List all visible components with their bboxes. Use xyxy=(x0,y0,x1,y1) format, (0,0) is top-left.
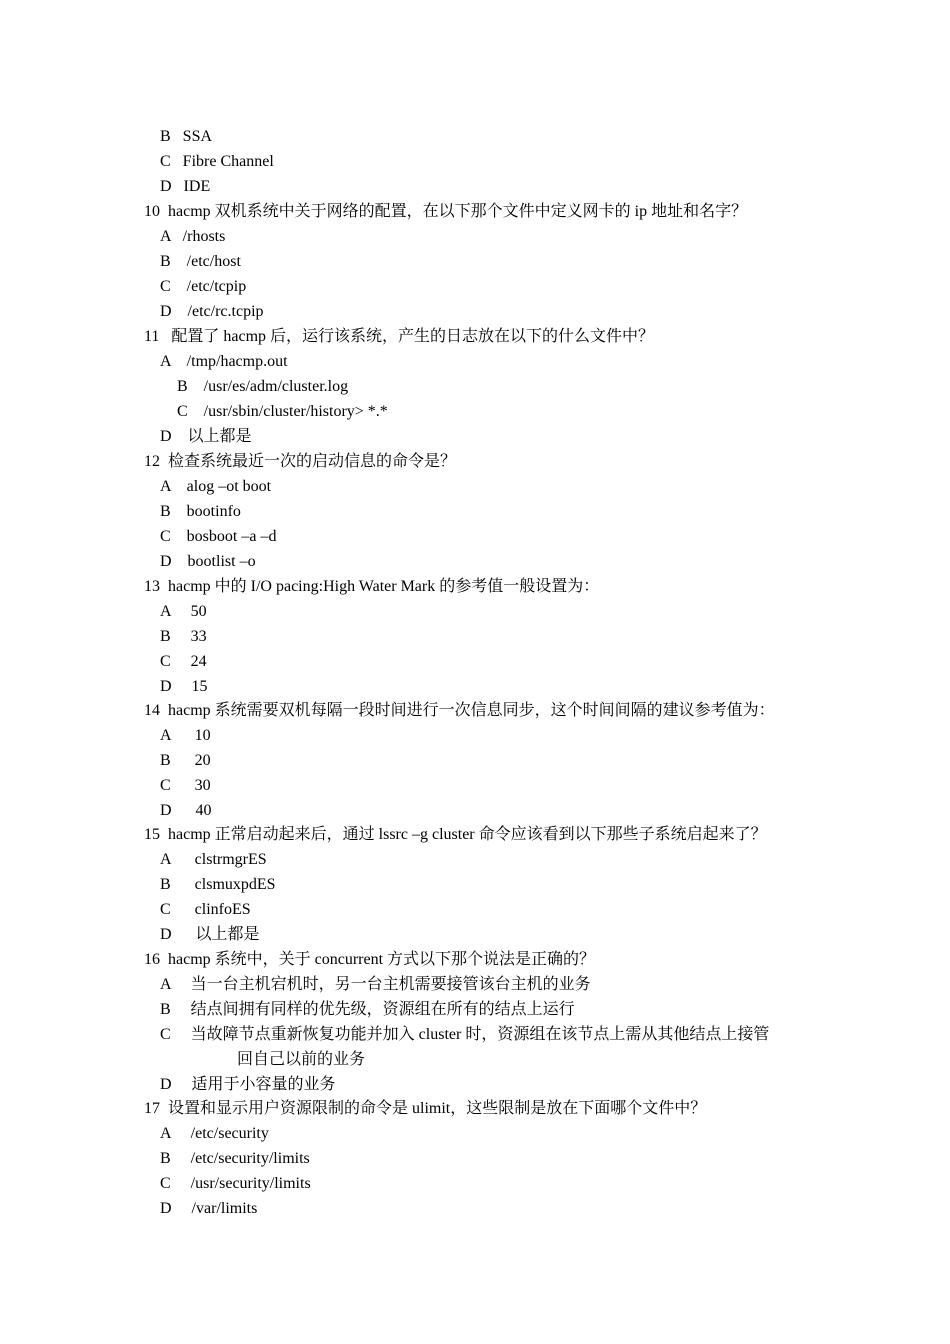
q17-option-b: B /etc/security/limits xyxy=(160,1150,310,1167)
q11-option-a: A /tmp/hacmp.out xyxy=(160,353,288,370)
q10-option-b: B /etc/host xyxy=(160,253,241,270)
q12-option-c: C bosboot –a –d xyxy=(160,528,277,545)
q13-option-c: C 24 xyxy=(160,653,207,670)
q10-option-a: A /rhosts xyxy=(160,228,226,245)
q15-option-a: A clstrmgrES xyxy=(160,851,267,868)
question-14: 14 hacmp 系统需要双机每隔一段时间进行一次信息同步，这个时间间隔的建议参考值为： xyxy=(144,702,775,719)
question-12: 12 检查系统最近一次的启动信息的命令是？ xyxy=(144,453,457,470)
q17-option-a: A /etc/security xyxy=(160,1125,269,1142)
q14-option-a: A 10 xyxy=(160,727,211,744)
q15-option-b: B clsmuxpdES xyxy=(160,876,276,893)
q11-option-d: D 以上都是 xyxy=(160,428,252,445)
q12-option-a: A alog –ot boot xyxy=(160,478,272,495)
question-16: 16 hacmp 系统中，关于 concurrent 方式以下那个说法是正确的？ xyxy=(144,951,596,968)
question-17: 17 设置和显示用户资源限制的命令是 ulimit，这些限制是放在下面哪个文件中？ xyxy=(144,1100,707,1117)
question-13: 13 hacmp 中的 I/O pacing:High Water Mark 的参考值一般设置为： xyxy=(144,578,600,595)
question-15: 15 hacmp 正常启动起来后，通过 lssrc –g cluster 命令应该看到以下那些子系统启起来了？ xyxy=(144,826,767,843)
q14-option-d: D 40 xyxy=(160,802,212,819)
q15-option-c: C clinfoES xyxy=(160,901,251,918)
question-11: 11 配置了 hacmp 后，运行该系统，产生的日志放在以下的什么文件中？ xyxy=(144,328,655,345)
q10-option-d: D /etc/rc.tcpip xyxy=(160,303,264,320)
q16-option-b: B 结点间拥有同样的优先级，资源组在所有的结点上运行 xyxy=(160,1001,575,1018)
q10-option-c: C /etc/tcpip xyxy=(160,278,247,295)
q16-option-a: A 当一台主机宕机时，另一台主机需要接管该台主机的业务 xyxy=(160,976,591,993)
q15-option-d: D 以上都是 xyxy=(160,926,260,943)
q16-option-d: D 适用于小容量的业务 xyxy=(160,1076,336,1093)
q13-option-a: A 50 xyxy=(160,603,207,620)
q16-option-c: C 当故障节点重新恢复功能并加入 cluster 时，资源组在该节点上需从其他结点上接管 xyxy=(160,1026,770,1043)
q11-option-c: C /usr/sbin/cluster/history> *.* xyxy=(177,403,388,420)
q14-option-b: B 20 xyxy=(160,752,211,769)
q11-option-b: B /usr/es/adm/cluster.log xyxy=(177,378,349,395)
q16-option-c-continued: 回自己以前的业务 xyxy=(237,1051,366,1068)
q12-option-b: B bootinfo xyxy=(160,503,241,520)
q13-option-d: D 15 xyxy=(160,678,208,695)
q12-option-d: D bootlist –o xyxy=(160,553,256,570)
q13-option-b: B 33 xyxy=(160,628,207,645)
q17-option-c: C /usr/security/limits xyxy=(160,1175,311,1192)
q9-option-c: C Fibre Channel xyxy=(160,153,274,170)
q14-option-c: C 30 xyxy=(160,777,211,794)
q17-option-d: D /var/limits xyxy=(160,1200,258,1217)
q9-option-d: D IDE xyxy=(160,178,211,195)
question-10: 10 hacmp 双机系统中关于网络的配置，在以下那个文件中定义网卡的 ip 地址和名字？ xyxy=(144,203,748,220)
q9-option-b: B SSA xyxy=(160,128,213,145)
